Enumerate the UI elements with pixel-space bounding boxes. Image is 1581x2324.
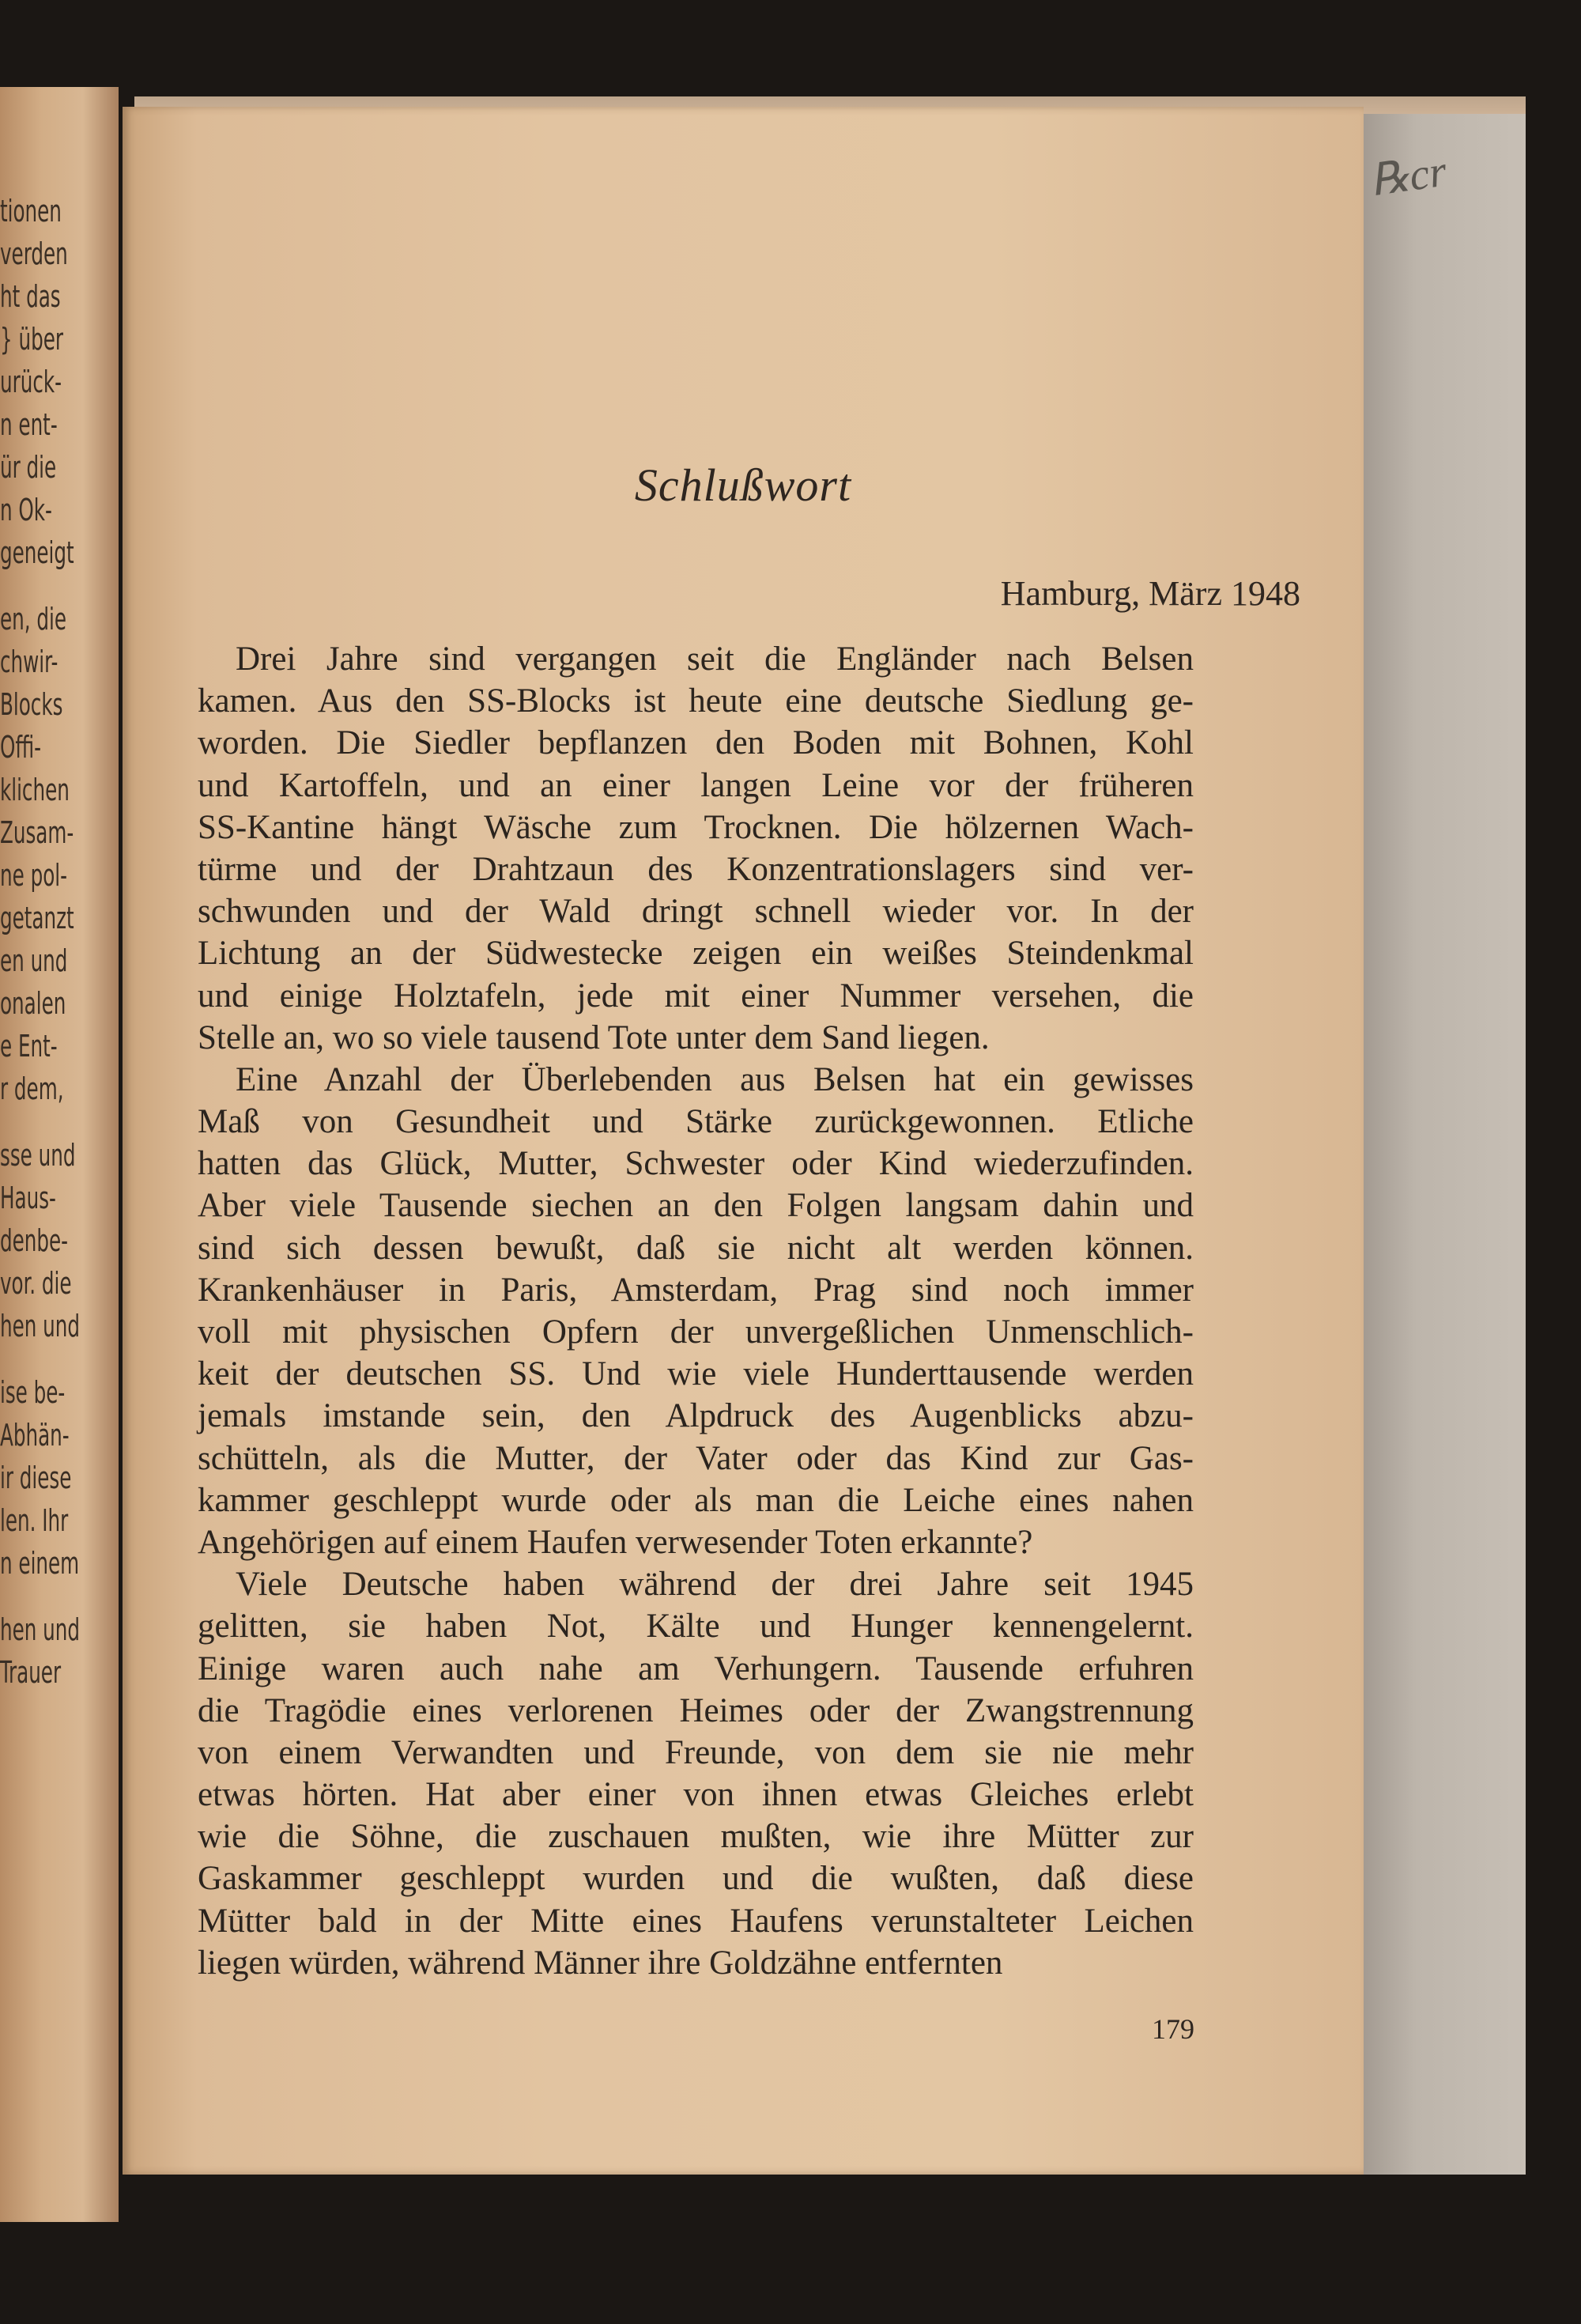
left-page-fragment: hen und xyxy=(0,1612,81,1647)
text-line: sind sich dessen bewußt, daß sie nicht alt werden können. xyxy=(198,1229,1194,1267)
left-page-fragment: geneigt xyxy=(0,535,74,570)
left-page-fragment: Abhän- xyxy=(0,1418,70,1453)
left-page-fragment: Offi- xyxy=(0,730,42,765)
left-page-fragment: getanzt xyxy=(0,901,74,935)
text-line: die Tragödie eines verlorenen Heimes oder der Zwangstrennung xyxy=(198,1691,1194,1729)
text-line: Viele Deutsche haben während der drei Jahre seit 1945 xyxy=(236,1566,1194,1604)
left-page-fragment: e Ent- xyxy=(0,1029,58,1064)
body-text xyxy=(198,638,1194,1984)
left-page-fragment: Zusam- xyxy=(0,815,74,850)
text-line: Stelle an, wo so viele tausend Tote unter dem Sand liegen. xyxy=(198,1018,990,1056)
text-line: Eine Anzahl der Überlebenden aus Belsen hat ein gewisses xyxy=(236,1060,1194,1098)
text-line: Aber viele Tausende siechen an den Folgen langsam dahin und xyxy=(198,1187,1194,1225)
left-page-fragment: ise be- xyxy=(0,1375,66,1410)
text-line: hatten das Glück, Mutter, Schwester oder Kind wiederzufinden. xyxy=(198,1145,1194,1183)
text-line: von einem Verwandten und Freunde, von dem sie nie mehr xyxy=(198,1733,1194,1771)
left-page-fragment: n einem xyxy=(0,1546,80,1581)
left-page-fragment: Haus- xyxy=(0,1181,56,1215)
left-page-fragment: denbe- xyxy=(0,1223,69,1258)
text-line: kamen. Aus den SS-Blocks ist heute eine deutsche Siedlung ge- xyxy=(198,682,1194,720)
page-number: 179 xyxy=(1152,2013,1194,2045)
left-page-fragment: ne pol- xyxy=(0,858,67,893)
text-line: Angehörigen auf einem Haufen verwesender Toten erkannte? xyxy=(198,1523,1033,1561)
left-page-fragment: vor. die xyxy=(0,1266,72,1301)
left-page-fragment: n ent- xyxy=(0,407,58,442)
text-line: und einige Holztafeln, jede mit einer Nummer versehen, die xyxy=(198,977,1194,1015)
text-line: Gaskammer geschleppt wurden und die wußten, daß diese xyxy=(198,1860,1194,1898)
text-line: worden. Die Siedler bepflanzen den Boden mit Bohnen, Kohl xyxy=(198,724,1194,762)
left-page-edge xyxy=(0,87,119,2222)
text-line: schütteln, als die Mutter, der Vater oder das Kind zur Gas- xyxy=(198,1439,1194,1477)
left-page-fragment: ür die xyxy=(0,450,57,485)
text-line: gelitten, sie haben Not, Kälte und Hunger kennengelernt. xyxy=(198,1608,1194,1646)
text-line: Maß von Gesundheit und Stärke zurückgewonnen. Etliche xyxy=(198,1103,1194,1141)
left-page-fragment: klichen xyxy=(0,773,70,807)
left-page-fragment: chwir- xyxy=(0,644,58,679)
text-line: wie die Söhne, die zuschauen mußten, wie ihre Mütter zur xyxy=(198,1818,1194,1856)
left-page-fragment: Blocks xyxy=(0,687,63,722)
text-line: etwas hörten. Hat aber einer von ihnen etwas Gleiches erlebt xyxy=(198,1776,1194,1814)
left-page-fragment: en, die xyxy=(0,602,67,637)
left-page-fragment: r dem, xyxy=(0,1071,64,1106)
left-page-fragment: en und xyxy=(0,943,68,978)
background-board xyxy=(1344,103,1526,2175)
text-line: voll mit physischen Opfern der unvergeßlichen Unmenschlich- xyxy=(198,1313,1194,1351)
left-page-fragment: } über xyxy=(0,322,63,357)
text-line: türme und der Drahtzaun des Konzentrationslagers sind ver- xyxy=(198,850,1194,888)
left-page-fragment: onalen xyxy=(0,986,66,1021)
left-page-fragment: len. Ihr xyxy=(0,1503,69,1538)
left-page-fragment: verden xyxy=(0,236,68,271)
text-line: jemals imstande sein, den Alpdruck des Augenblicks abzu- xyxy=(198,1397,1194,1435)
margin-pencil-mark: ℞cr xyxy=(1367,146,1450,206)
text-line: schwunden und der Wald dringt schnell wieder vor. In der xyxy=(198,893,1194,931)
text-line: kammer geschleppt wurde oder als man die Leiche eines nahen xyxy=(198,1481,1194,1519)
left-page-fragment: ir diese xyxy=(0,1461,72,1495)
left-page-fragment: ht das xyxy=(0,279,61,314)
book-page xyxy=(123,107,1364,2175)
text-line: Mütter bald in der Mitte eines Haufens verunstalteter Leichen xyxy=(198,1902,1194,1940)
chapter-title: Schlußwort xyxy=(634,459,852,511)
text-line: und Kartoffeln, und an einer langen Leine vor der früheren xyxy=(198,766,1194,804)
text-line: Drei Jahre sind vergangen seit die Engländer nach Belsen xyxy=(236,641,1194,678)
place-date-line: Hamburg, März 1948 xyxy=(1000,574,1300,613)
left-page-fragment: Trauer xyxy=(0,1655,62,1690)
text-line: Einige waren auch nahe am Verhungern. Tausende erfuhren xyxy=(198,1649,1194,1687)
left-page-fragment: tionen xyxy=(0,194,62,229)
text-line: Lichtung an der Südwestecke zeigen ein weißes Steindenkmal xyxy=(198,935,1194,973)
left-page-fragment: hen und xyxy=(0,1309,81,1343)
left-page-fragment: sse und xyxy=(0,1138,76,1173)
text-line: Krankenhäuser in Paris, Amsterdam, Prag sind noch immer xyxy=(198,1271,1194,1309)
text-line: SS-Kantine hängt Wäsche zum Trocknen. Die hölzernen Wach- xyxy=(198,808,1194,846)
left-page-fragment: n Ok- xyxy=(0,493,52,527)
left-page-fragment: urück- xyxy=(0,365,62,399)
text-line: keit der deutschen SS. Und wie viele Hunderttausende werden xyxy=(198,1355,1194,1393)
text-line: liegen würden, während Männer ihre Goldzähne entfernten xyxy=(198,1944,1003,1982)
